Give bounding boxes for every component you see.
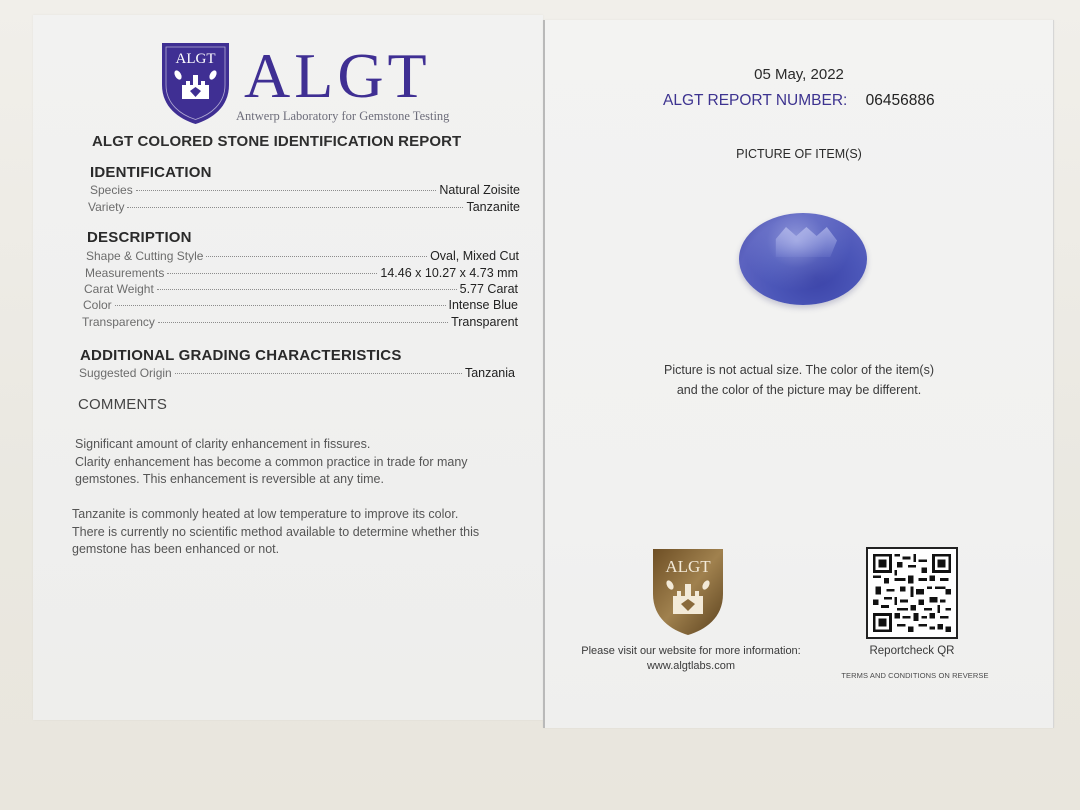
carat-row [84, 282, 518, 296]
carat-value: 5.77 Carat [459, 282, 518, 296]
comments-paragraph-1 [75, 436, 468, 489]
gem-facet [769, 227, 837, 257]
svg-text:ALGT: ALGT [665, 557, 711, 576]
comment-line: Significant amount of clarity enhancement in fissures. [75, 437, 371, 451]
algt-header-logo [160, 40, 460, 130]
picture-title: PICTURE OF ITEM(S) [736, 147, 862, 161]
measurements-row [85, 266, 518, 280]
measurements-label: Measurements [85, 266, 165, 280]
comment-line: Tanzanite is commonly heated at low temperature to improve its color. [72, 507, 459, 521]
species-value: Natural Zoisite [439, 183, 520, 197]
reportcheck-qr-code[interactable] [866, 547, 958, 639]
shape-value: Oval, Mixed Cut [430, 249, 519, 263]
report-number-value: 06456886 [865, 92, 935, 109]
report-number-label: ALGT REPORT NUMBER: [663, 92, 848, 109]
comment-line: gemstone has been enhanced or not. [72, 542, 280, 556]
transparency-label: Transparency [82, 315, 155, 329]
visit-text: Please visit our website for more information: [581, 645, 801, 657]
transparency-value: Transparent [451, 315, 518, 329]
carat-label: Carat Weight [84, 282, 154, 296]
picture-disclaimer [545, 360, 1053, 400]
comment-line: gemstones. This enhancement is reversible at any time. [75, 472, 384, 486]
tanzanite-gem-icon [739, 213, 867, 305]
website-link[interactable]: www.algtlabs.com [646, 660, 736, 672]
variety-row [88, 200, 520, 214]
leader-dots [157, 289, 457, 290]
svg-text:ALGT: ALGT [175, 51, 216, 67]
qr-code-icon [873, 554, 951, 632]
leader-dots [175, 373, 462, 374]
comments-paragraph-2 [72, 506, 479, 559]
algt-gold-seal-icon [652, 548, 724, 636]
color-label: Color [83, 298, 112, 312]
color-value: Intense Blue [448, 298, 518, 312]
identification-heading: IDENTIFICATION [90, 164, 212, 181]
report-date: 05 May, 2022 [754, 66, 844, 83]
origin-row [79, 366, 515, 380]
brand-name: ALGT [244, 40, 431, 111]
species-row [90, 183, 520, 197]
disclaimer-line: and the color of the picture may be different. [676, 383, 922, 397]
origin-value: Tanzania [464, 366, 515, 380]
terms-notice: TERMS AND CONDITIONS ON REVERSE [841, 671, 989, 680]
variety-value: Tanzanite [466, 200, 520, 214]
leader-dots [115, 305, 446, 306]
shape-row [86, 249, 519, 263]
measurements-value: 14.46 x 10.27 x 4.73 mm [380, 266, 518, 280]
leader-dots [136, 190, 437, 191]
shape-label: Shape & Cutting Style [86, 249, 204, 263]
transparency-row [82, 315, 518, 329]
certificate-right-page [543, 20, 1054, 728]
comment-line: There is currently no scientific method available to determine whether this [72, 524, 480, 539]
species-label: Species [90, 183, 133, 197]
report-title: ALGT COLORED STONE IDENTIFICATION REPORT [92, 133, 462, 150]
comments-heading: COMMENTS [78, 396, 168, 413]
leader-dots [167, 273, 377, 274]
color-row [83, 298, 518, 312]
qr-label: Reportcheck QR [869, 645, 955, 657]
leader-dots [206, 256, 427, 257]
website-info [575, 644, 807, 674]
disclaimer-line: Picture is not actual size. The color of the item(s) [663, 363, 935, 377]
variety-label: Variety [88, 200, 125, 214]
description-heading: DESCRIPTION [87, 229, 192, 246]
algt-shield-icon [160, 41, 231, 125]
brand-subtitle: Antwerp Laboratory for Gemstone Testing [236, 109, 450, 123]
report-number [663, 92, 935, 110]
additional-heading: ADDITIONAL GRADING CHARACTERISTICS [80, 347, 402, 364]
origin-label: Suggested Origin [79, 366, 172, 380]
leader-dots [158, 322, 448, 323]
comment-line: Clarity enhancement has become a common practice in trade for many [75, 454, 468, 469]
leader-dots [127, 207, 463, 208]
